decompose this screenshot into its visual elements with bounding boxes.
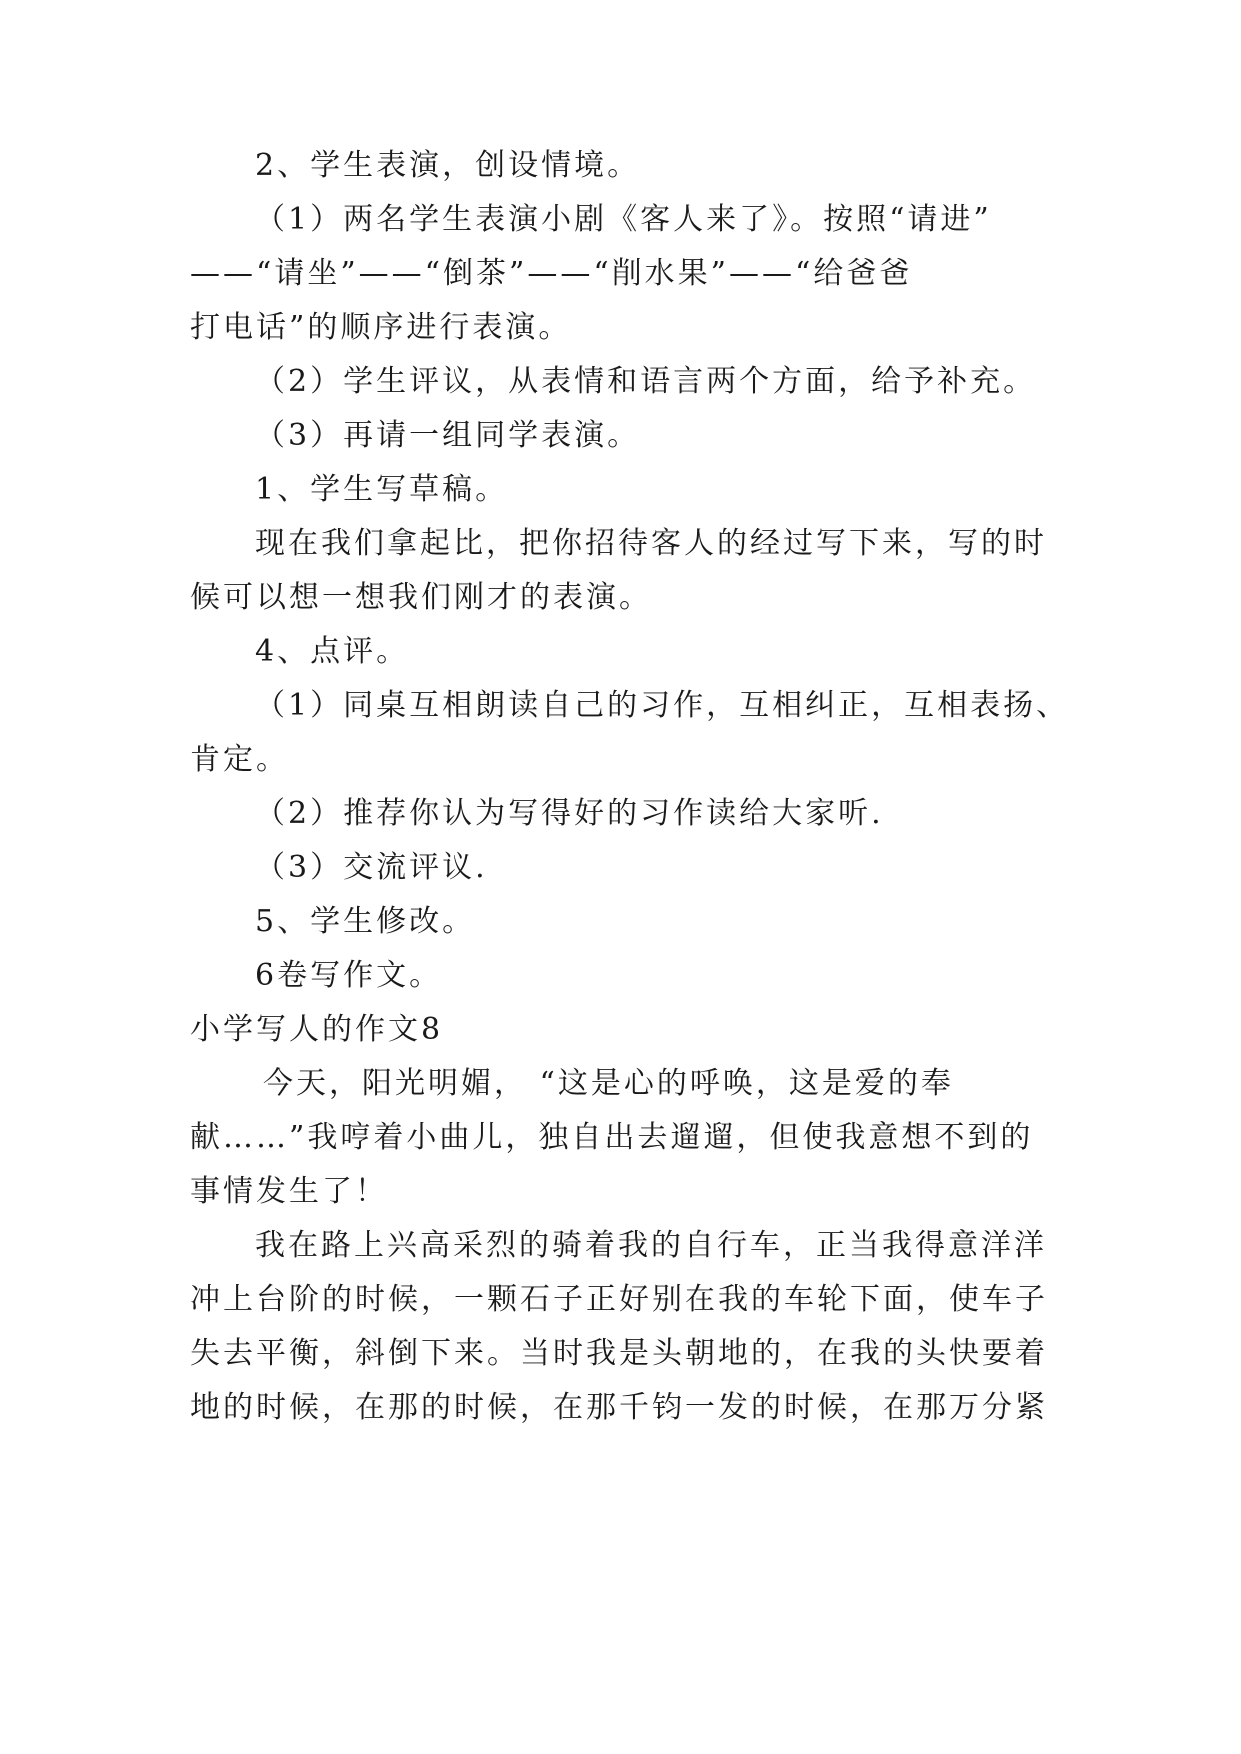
text-line: 冲上台阶的时候，一颗石子正好别在我的车轮下面，使车子 <box>190 1282 1048 1317</box>
text-line: （1）同桌互相朗读自己的习作，互相纠正，互相表扬、 <box>255 688 1070 723</box>
text-line: 5、学生修改。 <box>255 904 476 939</box>
text-line: 事情发生了！ <box>190 1174 388 1209</box>
text-line: （2）推荐你认为写得好的习作读给大家听. <box>255 796 884 831</box>
text-line: 2、学生表演，创设情境。 <box>255 148 641 183</box>
text-line: 4、点评。 <box>255 634 410 669</box>
text-line: 失去平衡，斜倒下来。当时我是头朝地的，在我的头快要着 <box>190 1336 1048 1371</box>
text-line: 候可以想一想我们刚才的表演。 <box>190 580 652 615</box>
text-line: ——“请坐”——“倒茶”——“削水果”——“给爸爸 <box>190 256 913 291</box>
text-line: 献……”我哼着小曲儿，独自出去遛遛，但使我意想不到的 <box>190 1120 1034 1155</box>
text-line: 现在我们拿起比，把你招待客人的经过写下来，写的时 <box>255 526 1047 561</box>
section-heading: 小学写人的作文8 <box>190 1012 444 1047</box>
text-line: 6卷写作文。 <box>255 958 443 993</box>
text-line: （3）再请一组同学表演。 <box>255 418 641 453</box>
text-line: 打电话”的顺序进行表演。 <box>190 310 572 345</box>
text-line: 我在路上兴高采烈的骑着我的自行车，正当我得意洋洋 <box>255 1228 1047 1263</box>
text-line: （1）两名学生表演小剧《客人来了》。按照“请进” <box>255 202 992 237</box>
text-line: （3）交流评议. <box>255 850 488 885</box>
text-line: （2）学生评议，从表情和语言两个方面，给予补充。 <box>255 364 1037 399</box>
text-line: 地的时候，在那的时候，在那千钧一发的时候，在那万分紧 <box>190 1390 1048 1425</box>
text-line: 1、学生写草稿。 <box>255 472 509 507</box>
text-line: 肯定。 <box>190 742 289 777</box>
text-line: 今天，阳光明媚， “这是心的呼唤，这是爱的奉 <box>263 1066 954 1101</box>
